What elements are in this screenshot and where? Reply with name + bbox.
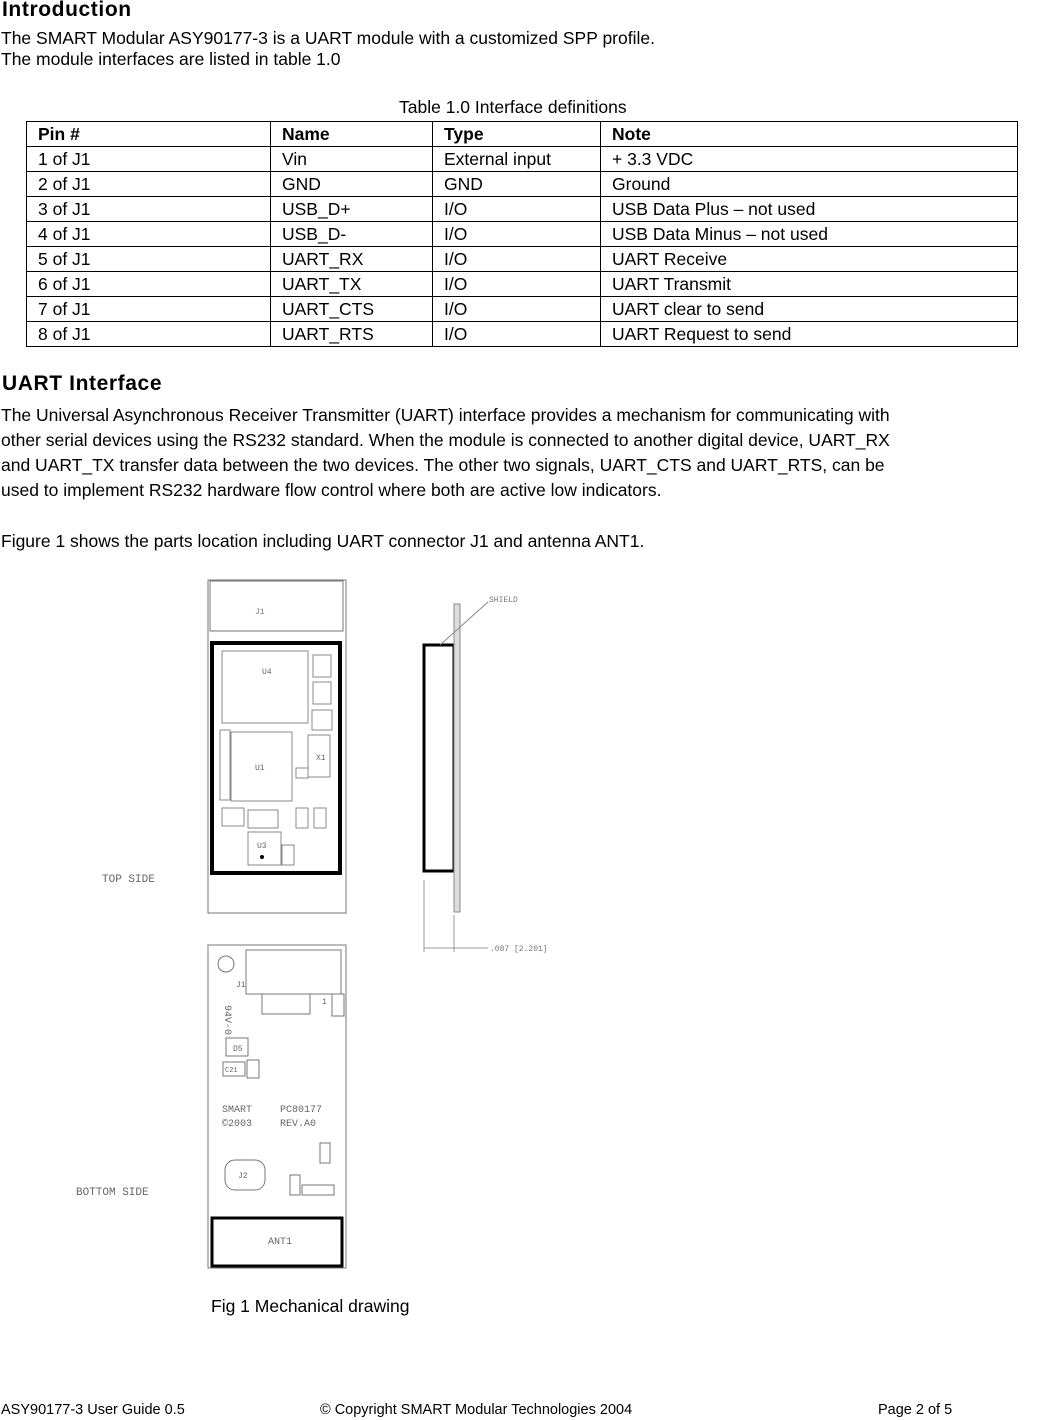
ant1-label: ANT1 xyxy=(268,1237,293,1248)
table-cell: I/O xyxy=(433,272,601,297)
table-cell: UART_CTS xyxy=(271,297,433,322)
table-cell: UART Transmit xyxy=(601,272,1018,297)
j2-label: J2 xyxy=(238,1172,248,1181)
u3-label: U3 xyxy=(257,842,267,851)
table-cell: UART clear to send xyxy=(601,297,1018,322)
table-cell: GND xyxy=(433,172,601,197)
table-cell: I/O xyxy=(433,297,601,322)
table-cell: 5 of J1 xyxy=(27,247,271,272)
table-row xyxy=(27,322,1018,347)
table-cell: Ground xyxy=(601,172,1018,197)
footer-page-number: Page 2 of 5 xyxy=(878,1402,953,1418)
table-cell: I/O xyxy=(433,247,601,272)
table-cell: 2 of J1 xyxy=(27,172,271,197)
dimension-label: .087 [2.201] xyxy=(490,945,548,954)
table-row xyxy=(27,197,1018,222)
table-cell: 4 of J1 xyxy=(27,222,271,247)
interface-table xyxy=(26,121,1018,347)
mechanical-drawing xyxy=(0,570,600,1290)
table-cell: I/O xyxy=(433,322,601,347)
uart-heading: UART Interface xyxy=(2,372,163,395)
d5-label: D5 xyxy=(233,1045,243,1054)
figure-reference: Figure 1 shows the parts location including UART connector J1 and antenna ANT1. xyxy=(1,531,645,551)
bottom-side-label: BOTTOM SIDE xyxy=(76,1187,149,1199)
side-view xyxy=(424,602,488,952)
shield-label: SHIELD xyxy=(489,596,518,605)
u1-label: U1 xyxy=(255,764,265,773)
intro-line-2: The module interfaces are listed in table 1.0 xyxy=(1,49,341,69)
table-cell: USB Data Plus – not used xyxy=(601,197,1018,222)
table-cell: USB_D+ xyxy=(271,197,433,222)
j1-label: J1 xyxy=(255,608,265,617)
table-cell: USB_D- xyxy=(271,222,433,247)
footer-copyright: © Copyright SMART Modular Technologies 2004 xyxy=(320,1402,633,1418)
table-row xyxy=(27,272,1018,297)
table-cell: 3 of J1 xyxy=(27,197,271,222)
column-header: Pin # xyxy=(27,122,271,147)
table-row xyxy=(27,147,1018,172)
pcb-number-label: PC80177 xyxy=(280,1105,323,1116)
pin1-label: 1 xyxy=(322,998,327,1007)
table-cell: UART_RX xyxy=(271,247,433,272)
u4-label: U4 xyxy=(262,668,272,677)
table-header-row xyxy=(27,122,1018,147)
x1-label: X1 xyxy=(316,754,326,763)
table-cell: 1 of J1 xyxy=(27,147,271,172)
table-cell: I/O xyxy=(433,222,601,247)
revision-label: REV.A0 xyxy=(280,1119,317,1130)
uart-paragraph-line: The Universal Asynchronous Receiver Transmitter (UART) interface provides a mechanism for communicating with xyxy=(1,405,890,425)
uart-paragraph-line: other serial devices using the RS232 standard. When the module is connected to another digital device, UART_RX xyxy=(1,430,890,450)
column-header: Note xyxy=(601,122,1018,147)
top-side-label: TOP SIDE xyxy=(102,874,155,886)
j1-bottom-label: J1 xyxy=(236,981,246,990)
table-cell: External input xyxy=(433,147,601,172)
table-cell: Vin xyxy=(271,147,433,172)
table-cell: 7 of J1 xyxy=(27,297,271,322)
table-row xyxy=(27,222,1018,247)
table-cell: 8 of J1 xyxy=(27,322,271,347)
table-cell: UART Request to send xyxy=(601,322,1018,347)
table-cell: USB Data Minus – not used xyxy=(601,222,1018,247)
table-row xyxy=(27,247,1018,272)
uart-paragraph-line: and UART_TX transfer data between the two devices. The other two signals, UART_CTS and UART_RTS, can be xyxy=(1,455,885,475)
table-row xyxy=(27,297,1018,322)
table-cell: UART_TX xyxy=(271,272,433,297)
table-caption: Table 1.0 Interface definitions xyxy=(399,97,627,117)
table-cell: UART_RTS xyxy=(271,322,433,347)
figure-caption: Fig 1 Mechanical drawing xyxy=(211,1296,410,1316)
j1-connector-outline xyxy=(210,581,343,631)
uart-paragraph-line: used to implement RS232 hardware flow control where both are active low indicators. xyxy=(1,480,662,500)
column-header: Name xyxy=(271,122,433,147)
intro-line-1: The SMART Modular ASY90177-3 is a UART module with a customized SPP profile. xyxy=(1,28,655,48)
copyright-year-label: ©2003 xyxy=(222,1119,253,1130)
smart-label: SMART xyxy=(222,1105,253,1116)
u4-chip xyxy=(222,651,308,723)
column-header: Type xyxy=(433,122,601,147)
table-row xyxy=(27,172,1018,197)
footer-document-id: ASY90177-3 User Guide 0.5 xyxy=(1,1402,185,1418)
c21-label: C21 xyxy=(225,1067,238,1075)
table-cell: + 3.3 VDC xyxy=(601,147,1018,172)
rating-label: 94V-0 xyxy=(221,1005,232,1036)
table-cell: GND xyxy=(271,172,433,197)
table-cell: UART Receive xyxy=(601,247,1018,272)
top-side-outline xyxy=(208,580,346,913)
table-cell: I/O xyxy=(433,197,601,222)
intro-heading: Introduction xyxy=(2,0,132,21)
table-cell: 6 of J1 xyxy=(27,272,271,297)
